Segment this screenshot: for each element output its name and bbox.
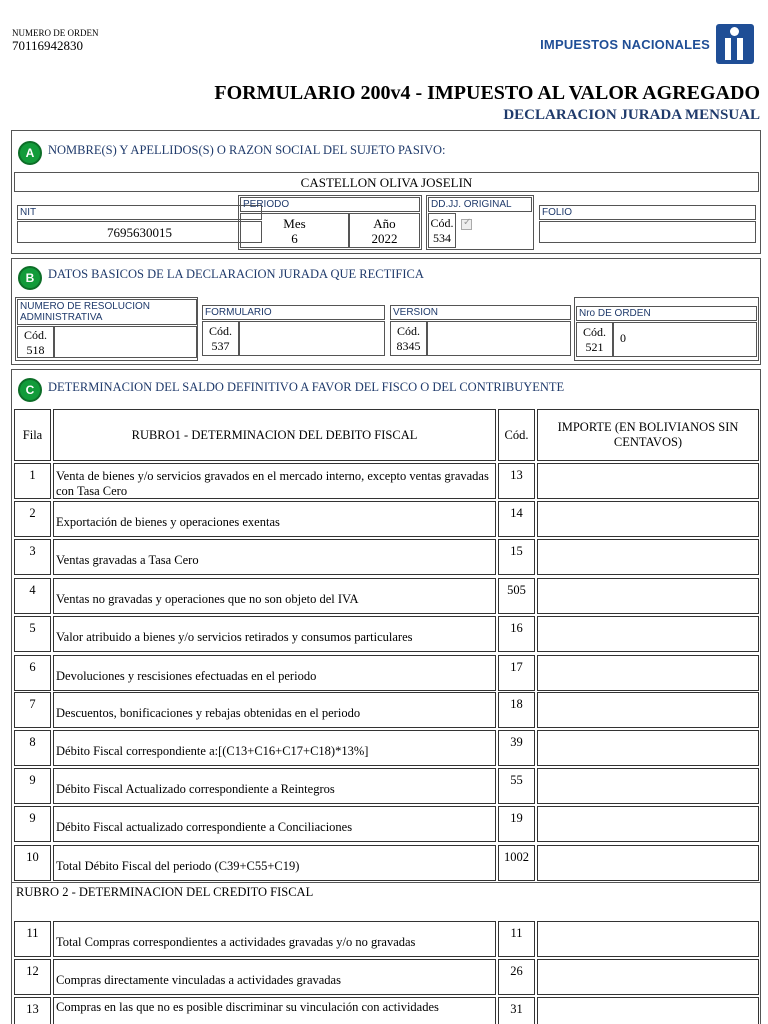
nro-orden-label: Nro DE ORDEN [576, 306, 757, 321]
ddjj-code-box [428, 213, 456, 248]
table-row-amount-input[interactable] [537, 501, 759, 537]
rubro1-title: RUBRO1 - DETERMINACION DEL DEBITO FISCAL [53, 409, 496, 461]
table-row-fila: 11 [14, 921, 51, 957]
table-row-amount-input[interactable] [537, 997, 759, 1024]
folio-label: FOLIO [539, 205, 756, 220]
order-number-block [12, 28, 99, 53]
version-group [389, 297, 572, 361]
nro-orden-cod-label: Cód. [582, 325, 606, 339]
section-b-heading: DATOS BASICOS DE LA DECLARACION JURADA QUE RECTIFICA [48, 267, 424, 281]
ddjj-original-checkbox[interactable] [461, 219, 472, 230]
table-row-amount-input[interactable] [537, 730, 759, 766]
table-row-code: 39 [498, 730, 535, 766]
table-row-description: Ventas gravadas a Tasa Cero [53, 539, 496, 575]
table-row-description: Débito Fiscal correspondiente a:[(C13+C16+C17+C18)*13%] [53, 730, 496, 766]
table-row-amount-input[interactable] [537, 616, 759, 652]
formulario-code-box [202, 321, 239, 356]
table-row-fila: 7 [14, 692, 51, 728]
periodo-group [238, 195, 422, 250]
table-row-code: 16 [498, 616, 535, 652]
formulario-cod-label: Cód. [208, 324, 232, 338]
table-row-code: 19 [498, 806, 535, 842]
table-row-code: 31 [498, 997, 535, 1024]
anio-label: Año [373, 216, 396, 231]
section-b-badge: B [18, 266, 42, 290]
ddjj-original-group [426, 195, 534, 250]
section-c-badge: C [18, 378, 42, 402]
table-row-amount-input[interactable] [537, 768, 759, 804]
mes-label: Mes [283, 216, 306, 231]
table-row-fila: 2 [14, 501, 51, 537]
table-row-code: 15 [498, 539, 535, 575]
table-row-amount-input[interactable] [537, 806, 759, 842]
table-row-description: Valor atribuido a bienes y/o servicios retirados y consumos particulares [53, 616, 496, 652]
logo-text: IMPUESTOS NACIONALES [540, 36, 710, 52]
col-header-importe: IMPORTE (EN BOLIVIANOS SIN CENTAVOS) [537, 409, 759, 461]
table-row-fila: 9 [14, 768, 51, 804]
mes-field[interactable] [240, 213, 349, 248]
resolucion-cod-label: Cód. [23, 328, 47, 342]
version-label: VERSION [390, 305, 571, 320]
taxpayer-name-field[interactable] [14, 172, 759, 192]
nit-field[interactable] [17, 221, 262, 243]
nit-group [14, 195, 236, 250]
table-row-description: Ventas no gravadas y operaciones que no son objeto del IVA [53, 578, 496, 614]
nro-orden-value: 0 [620, 331, 626, 345]
table-row-fila: 5 [14, 616, 51, 652]
table-row-description: Exportación de bienes y operaciones exentas [53, 501, 496, 537]
form-title: FORMULARIO 200v4 - IMPUESTO AL VALOR AGREGADO [214, 82, 760, 104]
table-row-amount-input[interactable] [537, 959, 759, 995]
resolucion-field[interactable] [54, 326, 197, 358]
formulario-group [201, 297, 386, 361]
table-row-description: Compras directamente vinculadas a actividades gravadas [53, 959, 496, 995]
table-row-fila: 9 [14, 806, 51, 842]
table-row-description: Devoluciones y rescisiones efectuadas en el periodo [53, 655, 496, 691]
table-row-amount-input[interactable] [537, 463, 759, 499]
version-code: 8345 [396, 339, 421, 353]
table-row-code: 18 [498, 692, 535, 728]
table-row-code: 14 [498, 501, 535, 537]
resolucion-group [15, 297, 198, 361]
order-number-value: 70116942830 [12, 38, 84, 53]
nro-orden-field[interactable] [613, 322, 757, 357]
table-row-fila: 13 [14, 997, 51, 1024]
anio-value: 2022 [371, 231, 398, 246]
table-row-fila: 1 [14, 463, 51, 499]
table-row-code: 26 [498, 959, 535, 995]
resolucion-code-box [17, 326, 54, 358]
ddjj-code: 534 [433, 231, 451, 245]
table-row-amount-input[interactable] [537, 655, 759, 691]
nro-orden-code: 521 [585, 340, 604, 354]
nro-orden-group [574, 297, 759, 361]
rubro2-divider [11, 882, 761, 883]
table-row-code: 505 [498, 578, 535, 614]
table-row-fila: 12 [14, 959, 51, 995]
section-b [11, 258, 761, 365]
table-row-description: Compras en las que no es posible discriminar su vinculación con actividades [53, 997, 496, 1024]
section-c-heading: DETERMINACION DEL SALDO DEFINITIVO A FAVOR DEL FISCO O DEL CONTRIBUYENTE [48, 380, 565, 394]
col-header-fila: Fila [14, 409, 51, 461]
table-row-amount-input[interactable] [537, 692, 759, 728]
table-row-fila: 10 [14, 845, 51, 881]
resolucion-label: NUMERO DE RESOLUCION ADMINISTRATIVA [17, 299, 197, 325]
impuestos-nacionales-logo [540, 24, 754, 64]
ddjj-original-label: DD.JJ. ORIGINAL [428, 197, 532, 212]
table-row-description: Débito Fiscal actualizado correspondiente a Conciliaciones [53, 806, 496, 842]
table-row-code: 55 [498, 768, 535, 804]
taxpayer-name-value: CASTELLON OLIVA JOSELIN [300, 175, 473, 190]
table-row-description: Total Débito Fiscal del periodo (C39+C55+C19) [53, 845, 496, 881]
anio-field[interactable] [349, 213, 420, 248]
formulario-code: 537 [211, 339, 230, 353]
form-subtitle: DECLARACION JURADA MENSUAL [503, 107, 760, 123]
table-row-code: 11 [498, 921, 535, 957]
folio-group [537, 195, 759, 250]
table-row-code: 1002 [498, 845, 535, 881]
section-a-badge: A [18, 141, 42, 165]
periodo-label: PERIODO [240, 197, 420, 212]
table-row-fila: 8 [14, 730, 51, 766]
version-code-box [390, 321, 427, 356]
section-a [11, 130, 761, 254]
nit-value: 7695630015 [107, 225, 172, 240]
rubro2-title: RUBRO 2 - DETERMINACION DEL CREDITO FISCAL [16, 885, 314, 899]
mes-value: 6 [291, 231, 298, 246]
table-row-amount-input[interactable] [537, 578, 759, 614]
table-row-fila: 4 [14, 578, 51, 614]
section-a-heading: NOMBRE(S) Y APELLIDOS(S) O RAZON SOCIAL DEL SUJETO PASIVO: [48, 143, 446, 157]
table-row-amount-input[interactable] [537, 921, 759, 957]
table-row-description: Venta de bienes y/o servicios gravados en el mercado interno, excepto ventas gravadas con Tasa Cero [53, 463, 496, 499]
folio-field[interactable] [539, 221, 756, 243]
resolucion-code: 518 [26, 343, 45, 357]
table-row-description: Total Compras correspondientes a actividades gravadas y/o no gravadas [53, 921, 496, 957]
col-header-cod: Cód. [498, 409, 535, 461]
table-row-description: Descuentos, bonificaciones y rebajas obtenidas en el periodo [53, 692, 496, 728]
version-field[interactable] [427, 321, 571, 356]
table-row-code: 13 [498, 463, 535, 499]
table-row-fila: 6 [14, 655, 51, 691]
version-cod-label: Cód. [396, 324, 420, 338]
table-row-fila: 3 [14, 539, 51, 575]
order-number-label: NUMERO DE ORDEN [12, 28, 99, 38]
table-row-amount-input[interactable] [537, 539, 759, 575]
logo-icon [716, 24, 754, 64]
table-row-description: Débito Fiscal Actualizado correspondiente a Reintegros [53, 768, 496, 804]
ddjj-cod-label: Cód. [430, 216, 454, 230]
table-row-code: 17 [498, 655, 535, 691]
table-row-amount-input[interactable] [537, 845, 759, 881]
formulario-field[interactable] [239, 321, 385, 356]
nit-label: NIT [17, 205, 262, 220]
nro-orden-code-box [576, 322, 613, 357]
formulario-label: FORMULARIO [202, 305, 385, 320]
